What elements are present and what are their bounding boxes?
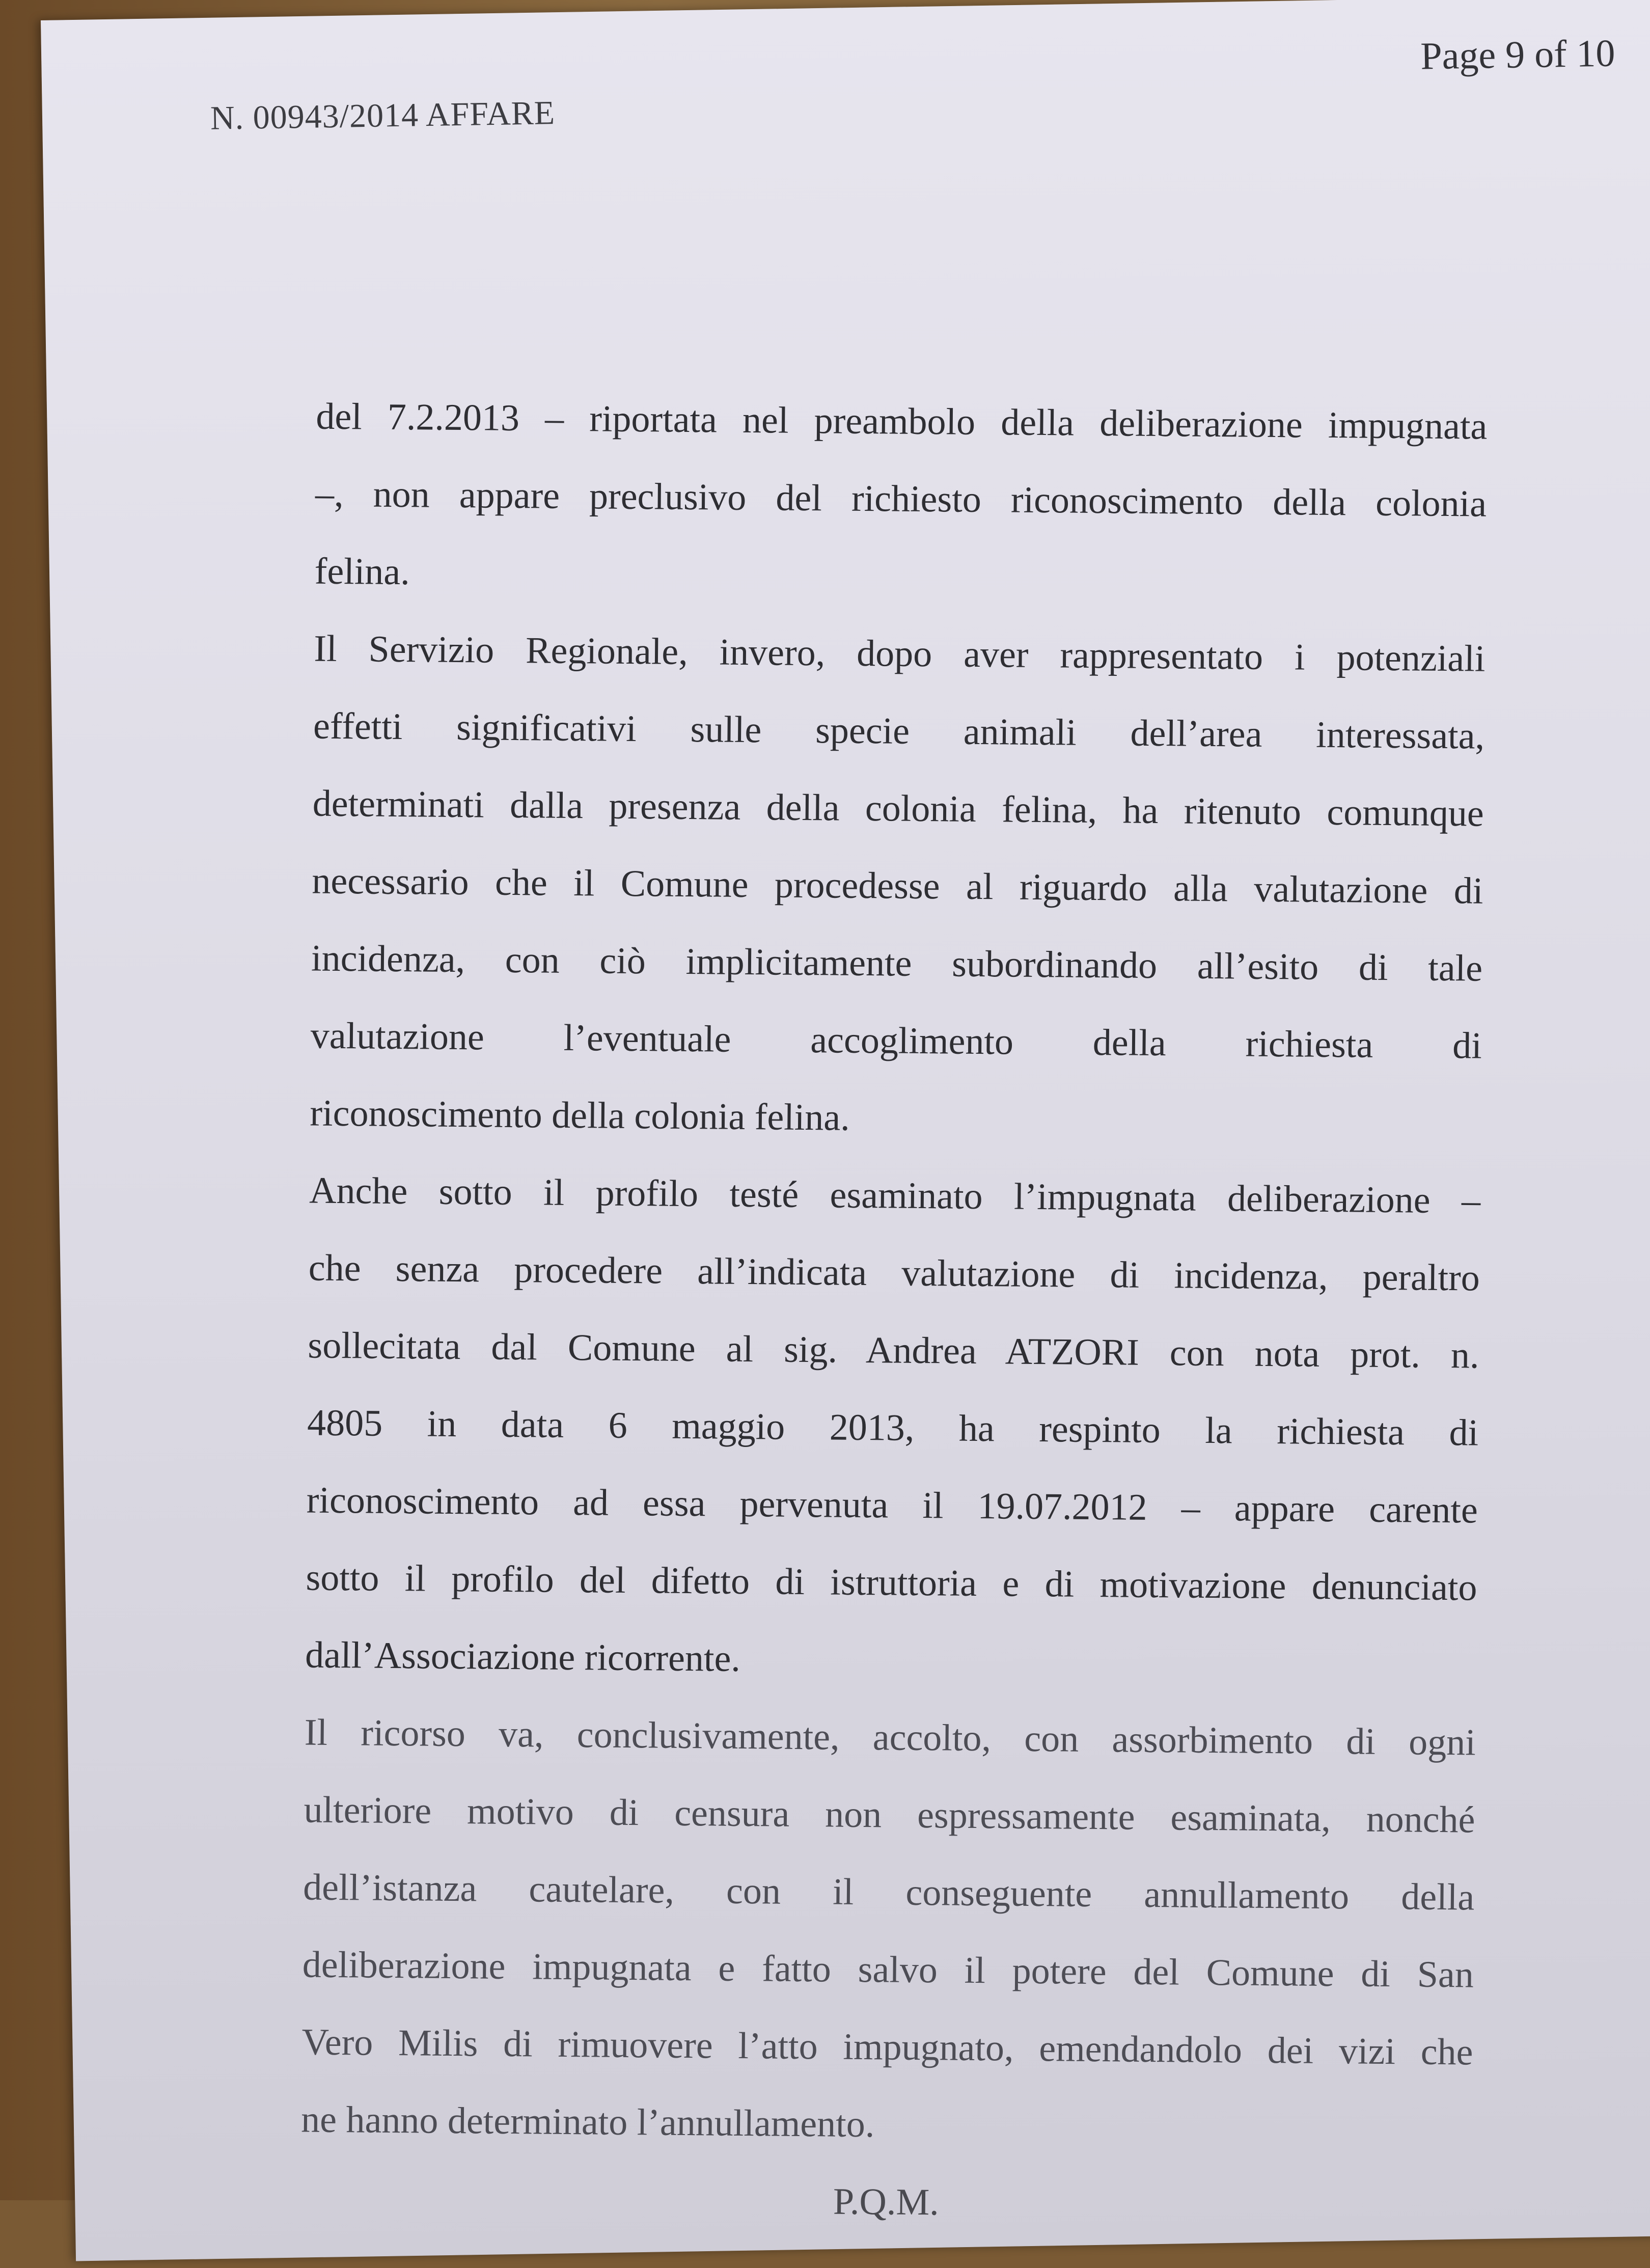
paragraph-4 (301, 1693, 1476, 2168)
text-line: Anche sotto il profilo testé esaminato l’impugnata deliberazione – (309, 1169, 1481, 1222)
text-line: Vero Milis di rimuovere l’atto impugnato, emendandolo dei vizi che (301, 2021, 1473, 2073)
text-line: sollecitata dal Comune al sig. Andrea ATZORI con nota prot. n. (308, 1324, 1479, 1377)
text-line: dell’istanza cautelare, con il conseguente annullamento della (302, 1866, 1475, 1919)
paragraph-1 (314, 378, 1488, 620)
text-line: ne hanno determinato l’annullamento. (300, 2098, 875, 2146)
text-line: che senza procedere all’indicata valutazione di incidenza, peraltro (308, 1247, 1480, 1299)
text-line: 4805 in data 6 maggio 2013, ha respinto la richiesta di (307, 1402, 1479, 1454)
text-line: Il Servizio Regionale, invero, dopo aver rappresentato i potenziali (314, 627, 1486, 680)
text-line: determinati dalla presenza della colonia felina, ha ritenuto comunque (312, 782, 1484, 835)
text-line: riconoscimento ad essa pervenuta il 19.07.2012 – appare carente (306, 1479, 1478, 1532)
text-line: deliberazione impugnata e fatto salvo il potere del Comune di San (302, 1944, 1474, 1996)
text-line: sotto il profilo del difetto di istruttoria e di motivazione denunciato (306, 1556, 1477, 1609)
text-line: Il ricorso va, conclusivamente, accolto, con assorbimento di ogni (304, 1711, 1476, 1764)
text-line: –, non appare preclusivo del richiesto riconoscimento della colonia (315, 473, 1487, 525)
paragraph-3 (305, 1152, 1481, 1704)
text-line: dall’Associazione ricorrente. (305, 1634, 741, 1680)
paragraph-2 (310, 610, 1486, 1162)
text-line: felina. (314, 550, 410, 593)
document-page (41, 0, 1650, 2261)
document-reference: N. 00943/2014 AFFARE (210, 94, 556, 137)
text-line: valutazione l’eventuale accoglimento della richiesta di (310, 1015, 1482, 1067)
text-line: necessario che il Comune procedesse al riguardo alla valutazione di (312, 860, 1483, 912)
text-line: effetti significativi sulle specie animali dell’area interessata, (313, 705, 1485, 757)
closing-heading: P.Q.M. (833, 2180, 940, 2224)
text-line: riconoscimento della colonia felina. (310, 1092, 850, 1139)
text-line: incidenza, con ciò implicitamente subordinando all’esito di tale (311, 937, 1483, 990)
text-line: del 7.2.2013 – riportata nel preambolo della deliberazione impugnata (316, 395, 1488, 448)
page-number: Page 9 of 10 (1420, 32, 1616, 78)
document-body (300, 378, 1488, 2246)
text-line: ulteriore motivo di censura non espressamente esaminata, nonché (304, 1789, 1475, 1841)
